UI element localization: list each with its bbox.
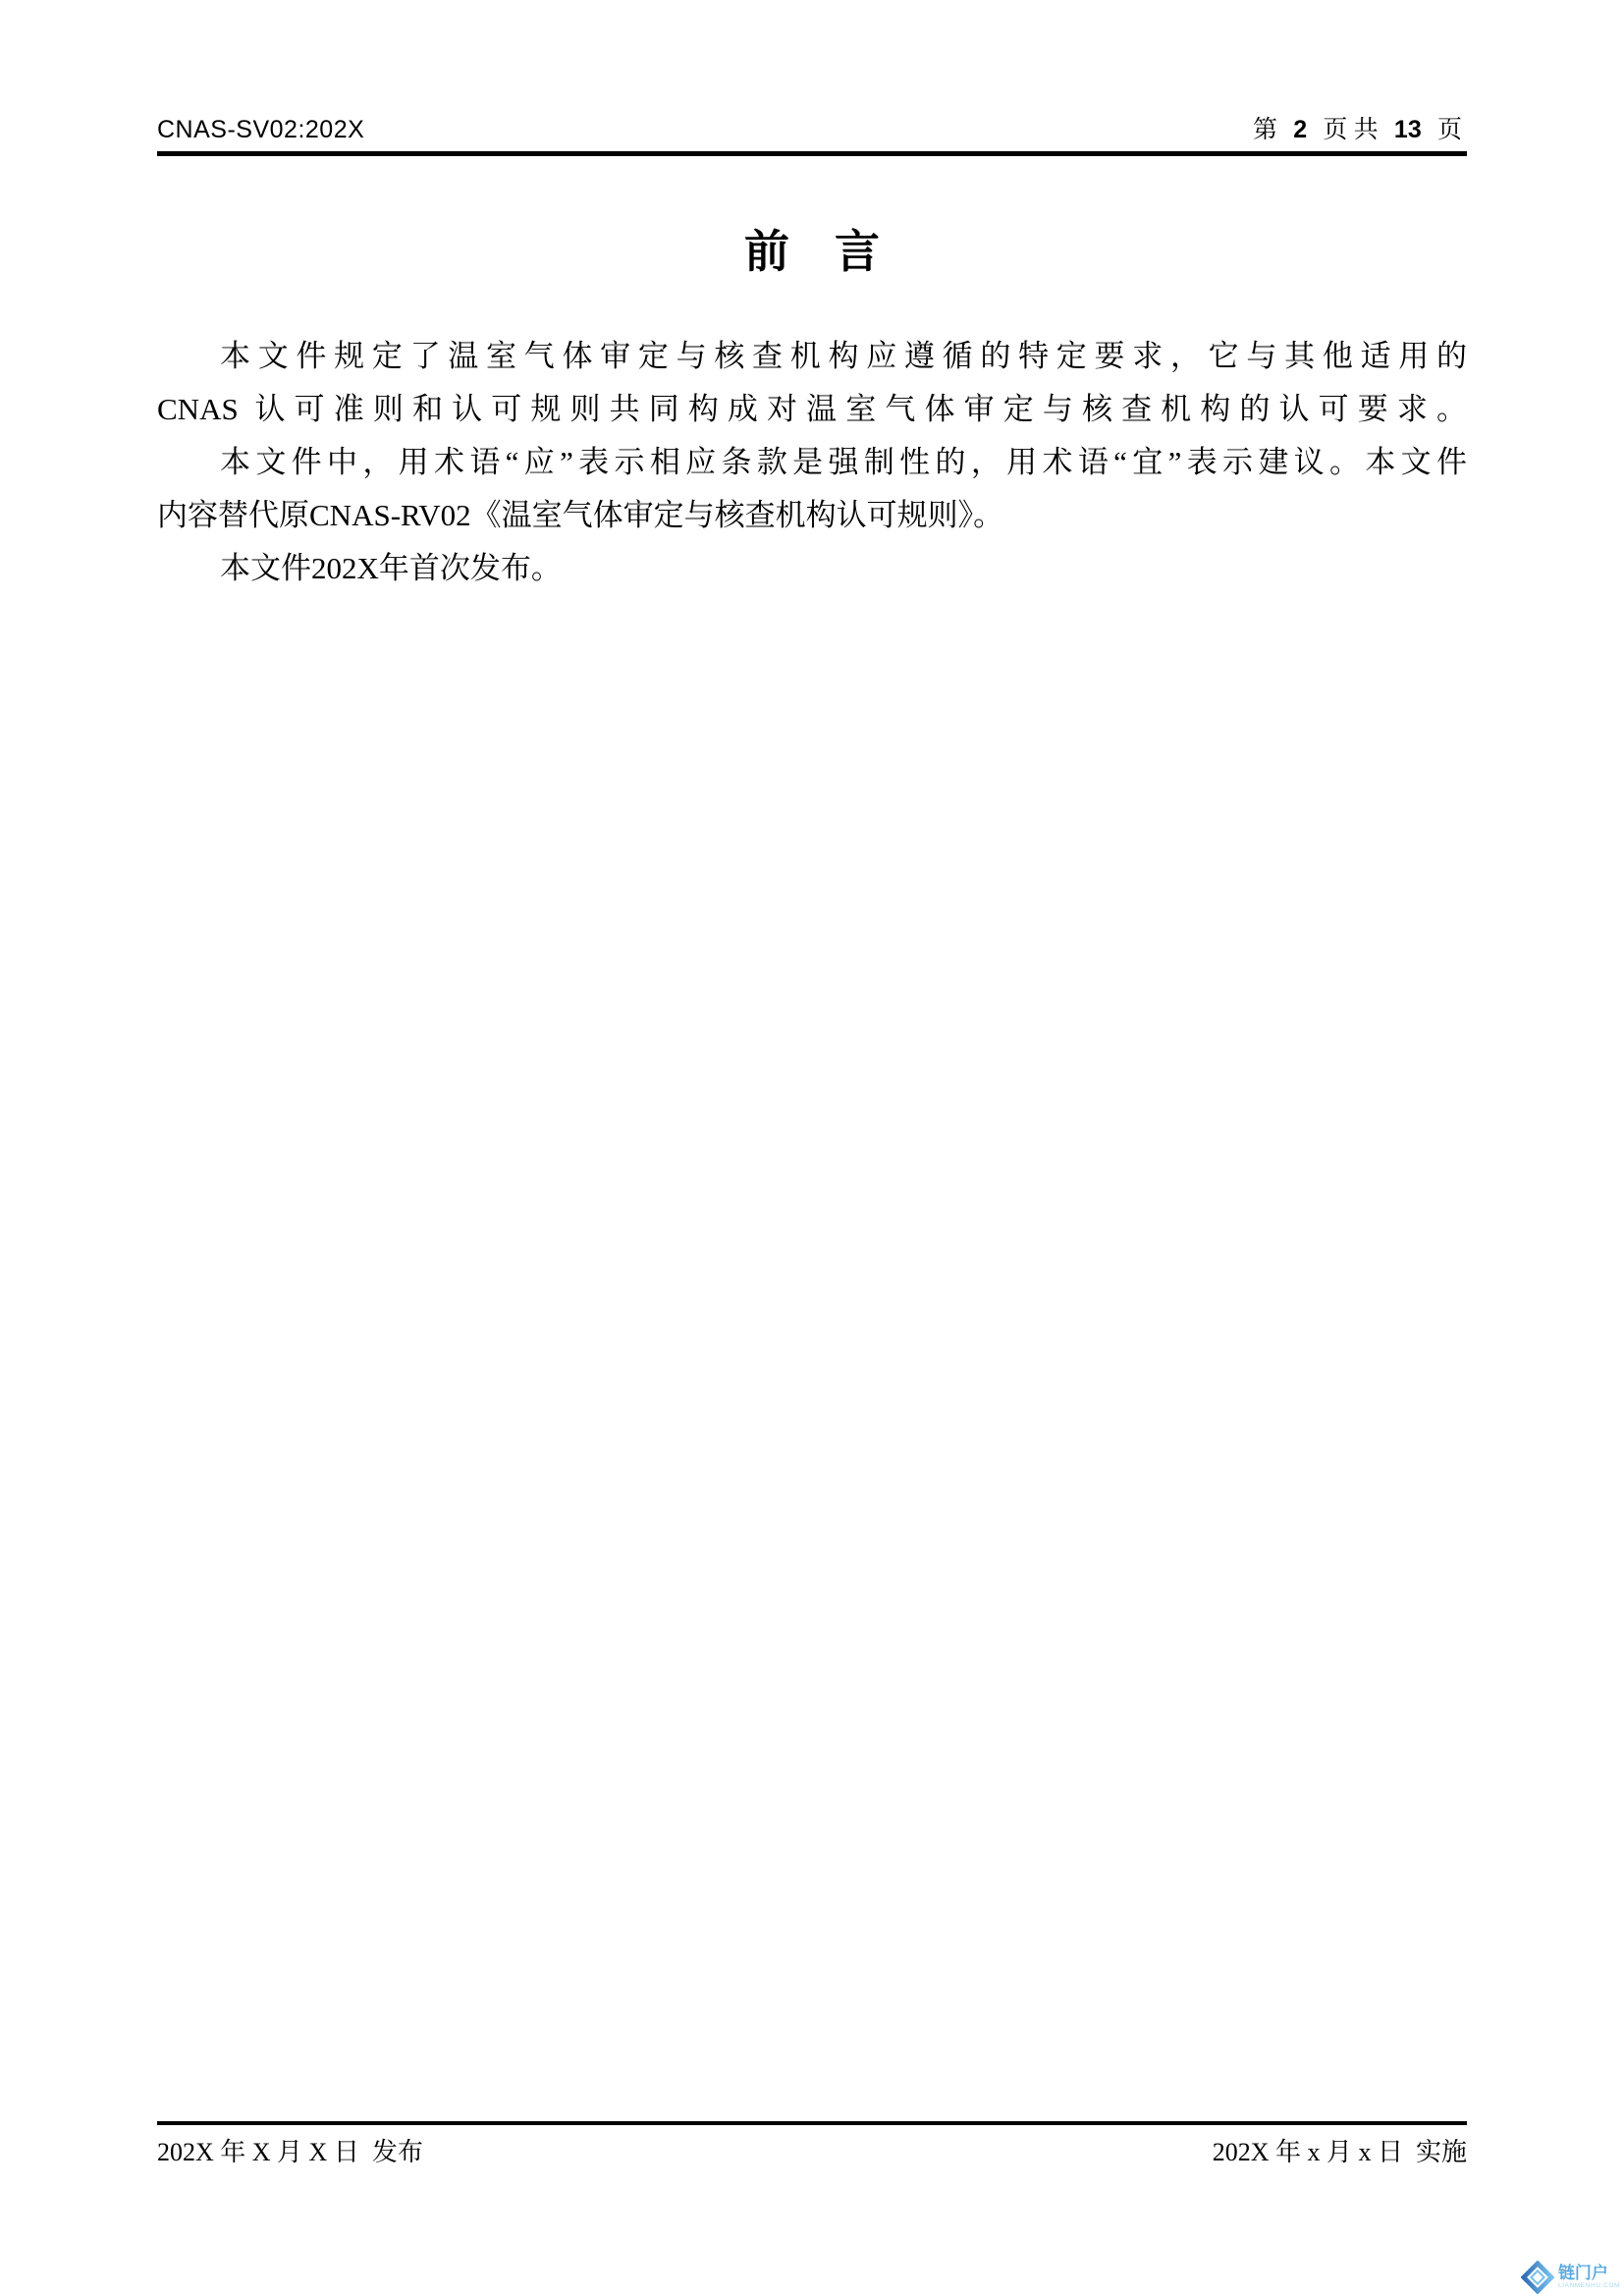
lianmenhu-diamond-icon (1521, 2261, 1554, 2294)
watermark-brand: 链门户 (1557, 2264, 1608, 2282)
page-indicator-prefix: 第 (1252, 117, 1277, 143)
page-indicator (1248, 116, 1467, 144)
paragraph-line: 本文件中，用术语“应”表示相应条款是强制性的，用术语“宜”表示建议。本文件 (220, 445, 1467, 479)
watermark-domain: LIANMENHU.COM (1557, 2282, 1620, 2289)
page-indicator-middle: 页 共 (1323, 117, 1379, 143)
paragraph-line: 本文件202X年首次发布。 (220, 551, 562, 585)
page-header (157, 116, 1467, 156)
page-indicator-suffix: 页 (1436, 117, 1462, 143)
page-title: 前 言 (744, 227, 880, 277)
page-footer (157, 2121, 1467, 2168)
page-total-number: 13 (1393, 116, 1422, 143)
release-date: 202X 年 X 月 X 日 发布 (157, 2138, 423, 2166)
document-body (157, 330, 1467, 595)
paragraph-line: 内容替代原CNAS-RV02《温室气体审定与核查机构认可规则》。 (157, 498, 1004, 532)
paragraph-line: 本文件规定了温室气体审定与核查机构应遵循的特定要求，它与其他适用的 (220, 339, 1467, 373)
watermark-text (1558, 2265, 1620, 2290)
page-current-number: 2 (1293, 116, 1308, 143)
paragraph-line: CNAS 认可准则和认可规则共同构成对温室气体审定与核查机构的认可要求。 (157, 392, 1467, 426)
document-number: CNAS-SV02:202X (157, 116, 365, 143)
watermark-logo (1521, 2261, 1620, 2294)
implementation-date: 202X 年 x 月 x 日 实施 (1212, 2138, 1467, 2166)
